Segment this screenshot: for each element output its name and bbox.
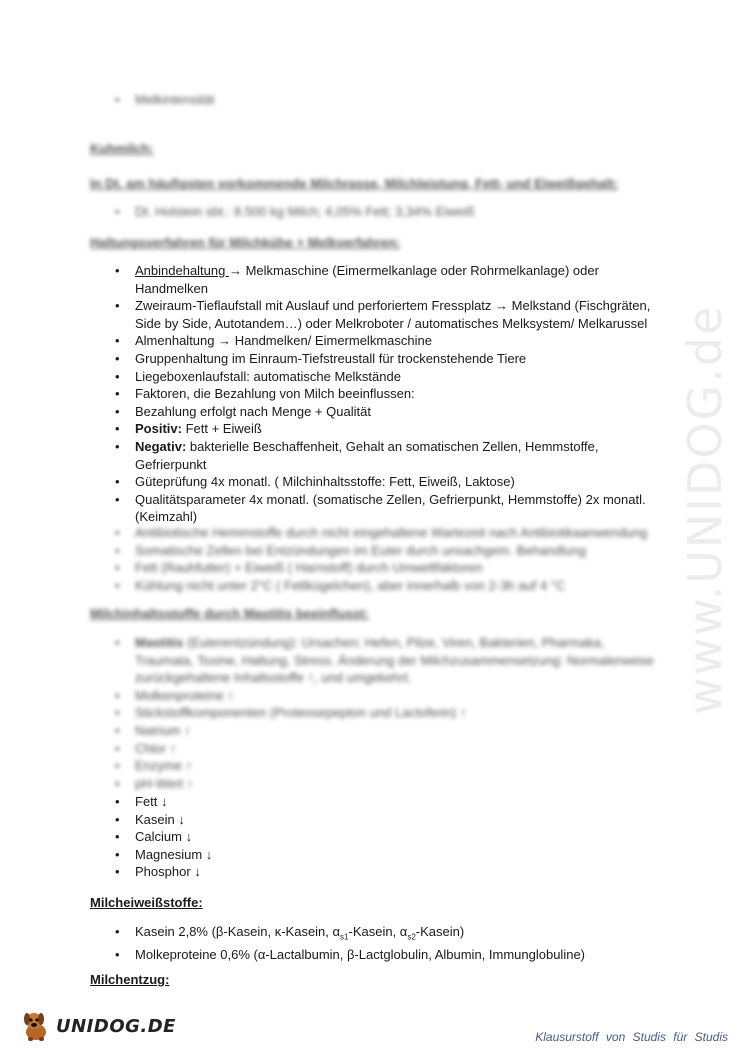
- list-item-text: Qualitätsparameter 4x monatl. (somatische Zellen, Gefrierpunkt, Hemmstoffe) 2x monatl. (Keimzahl): [135, 491, 646, 525]
- list-item-underline: Anbindehaltung: [135, 263, 229, 278]
- list-item: • Somatische Zellen bei Entzündungen im Euter durch unsachgem. Behandlung: [0, 542, 655, 560]
- rasse-list: [0, 203, 655, 221]
- list-item: • Molkeproteine 0,6% (α-Lactalbumin, β-Lactglobulin, Albumin, Immunglobuline): [0, 946, 655, 964]
- list-item-text: Güteprüfung 4x monatl. ( Milchinhaltsstoffe: Fett, Eiweiß, Laktose): [135, 474, 515, 490]
- logo-text: UNIDOG.DE: [56, 1015, 176, 1037]
- list-item: • Molkenproteine ↑: [0, 687, 655, 705]
- list-item-text: Faktoren, die Bezahlung von Milch beeinflussen:: [135, 386, 415, 402]
- list-item: [0, 332, 655, 350]
- haltung-heading: Haltungsverfahren für Milchkühe + Melkverfahren:: [90, 235, 401, 250]
- watermark: www.UNIDOG.de: [678, 304, 732, 716]
- footer-logo: [22, 1010, 176, 1042]
- list-item-bold: Mastitis: [135, 635, 184, 650]
- list-item: • Chlor ↑: [0, 740, 655, 758]
- list-item: [0, 420, 655, 438]
- list-item: [0, 368, 655, 386]
- list-item-text: Zweiraum-Tieflaufstall mit Auslauf und perforiertem Fressplatz → Melkstand (Fischgräten, Side by Side, Autotandem…) oder Melkroboter / automatisches Melksystem/ Melkarussel: [135, 298, 651, 331]
- list-item-text: Gruppenhaltung im Einraum-Tiefstreustall für trockenstehende Tiere: [135, 350, 527, 366]
- list-item: • Fett (Rauhfutter) + Eiweiß ( Harnstoff) durch Umweltfaktoren: [0, 559, 655, 577]
- mastitis-blur-list: [0, 634, 655, 792]
- list-item-text: bakterielle Beschaffenheit, Gehalt an somatischen Zellen, Hemmstoffe, Gefrierpunkt: [135, 438, 599, 472]
- rasse-heading: In Dt. am häufigsten vorkommende Milchrasse, Milchleistung, Fett- und Eiweißgehalt:: [90, 176, 619, 191]
- list-item: • Melkintensität: [0, 91, 655, 109]
- list-item-text: Liegeboxenlaufstall: automatische Melkstände: [135, 368, 401, 384]
- kuhmilch-heading: Kuhmilch:: [90, 141, 154, 156]
- list-item: [0, 438, 655, 473]
- list-item: • Kühlung nicht unter 2°C ( Fettkügelchen), aber innerhalb von 2-3h auf 4 °C: [0, 577, 655, 595]
- list-item-bold: Positiv:: [135, 421, 182, 437]
- milchentzug-heading: Milchentzug:: [90, 972, 170, 987]
- list-item: [0, 403, 655, 421]
- list-item: • Natrium ↑: [0, 722, 655, 740]
- list-item-text: (Euterentzündung): Ursachen: Hefen, Pilze, Viren, Bakterien, Pharmaka, Traumata, Toxine, Haltung, Stress. Änderung der Milchzusammensetzung: Normalerweise zurückgehaltene Inhaltsstoffe ↑, und umgekehrt.: [135, 635, 654, 686]
- list-item: [0, 350, 655, 368]
- list-item: • Phosphor ↓: [0, 863, 655, 881]
- list-item: • Magnesium ↓: [0, 846, 655, 864]
- list-item: [0, 262, 655, 297]
- top-list: [0, 91, 655, 109]
- mastitis-list: [0, 793, 655, 881]
- eiweiss-heading: Milcheiweißstoffe:: [90, 895, 203, 910]
- list-item-text: Almenhaltung → Handmelken/ Eimermelkmaschine: [135, 333, 432, 349]
- list-item: • Stickstoffkomponenten (Proteosepepton und Lactoferin) ↑: [0, 704, 655, 722]
- list-item: [0, 634, 655, 687]
- list-item: [0, 473, 655, 491]
- mastitis-heading: Milchinhaltsstoffe durch Mastitis beeinflusst:: [90, 606, 369, 621]
- list-item: [0, 297, 655, 332]
- list-item: • Enzyme ↑: [0, 757, 655, 775]
- list-item: • Fett ↓: [0, 793, 655, 811]
- list-item: • Calcium ↓: [0, 828, 655, 846]
- list-item: • Kasein 2,8% (β-Kasein, κ-Kasein, $\alpha_{s1}$-Kasein, $\alpha_{s2}-Kasein$): [0, 923, 655, 946]
- list-item: • Kasein ↓: [0, 811, 655, 829]
- footer-slogan: Klausurstoff von Studis für Studis: [535, 1030, 728, 1044]
- dog-mascot-icon: [22, 1010, 52, 1042]
- list-item-bold: Negativ:: [135, 438, 187, 454]
- list-item-text: Fett + Eiweiß: [181, 421, 262, 437]
- haltung-blur-list: [0, 524, 655, 594]
- list-item: • Antibiotische Hemmstoffe durch nicht eingehaltene Wartezeit nach Antibiotikaanwendung: [0, 524, 655, 542]
- list-item: [0, 385, 655, 403]
- list-item: [0, 491, 655, 526]
- eiweiss-list: [0, 923, 655, 964]
- haltung-list: [0, 262, 655, 526]
- list-item-text: Bezahlung erfolgt nach Menge + Qualität: [135, 403, 371, 419]
- list-item: • pH-Wert ↑: [0, 775, 655, 793]
- list-item: • Dt. Holstein sbt.: 8.500 kg Milch; 4,05% Fett; 3,34% Eiweiß: [0, 203, 655, 221]
- list-item-text: → Melkmaschine (Eimermelkanlage oder Rohrmelkanlage) oder Handmelken: [135, 263, 599, 296]
